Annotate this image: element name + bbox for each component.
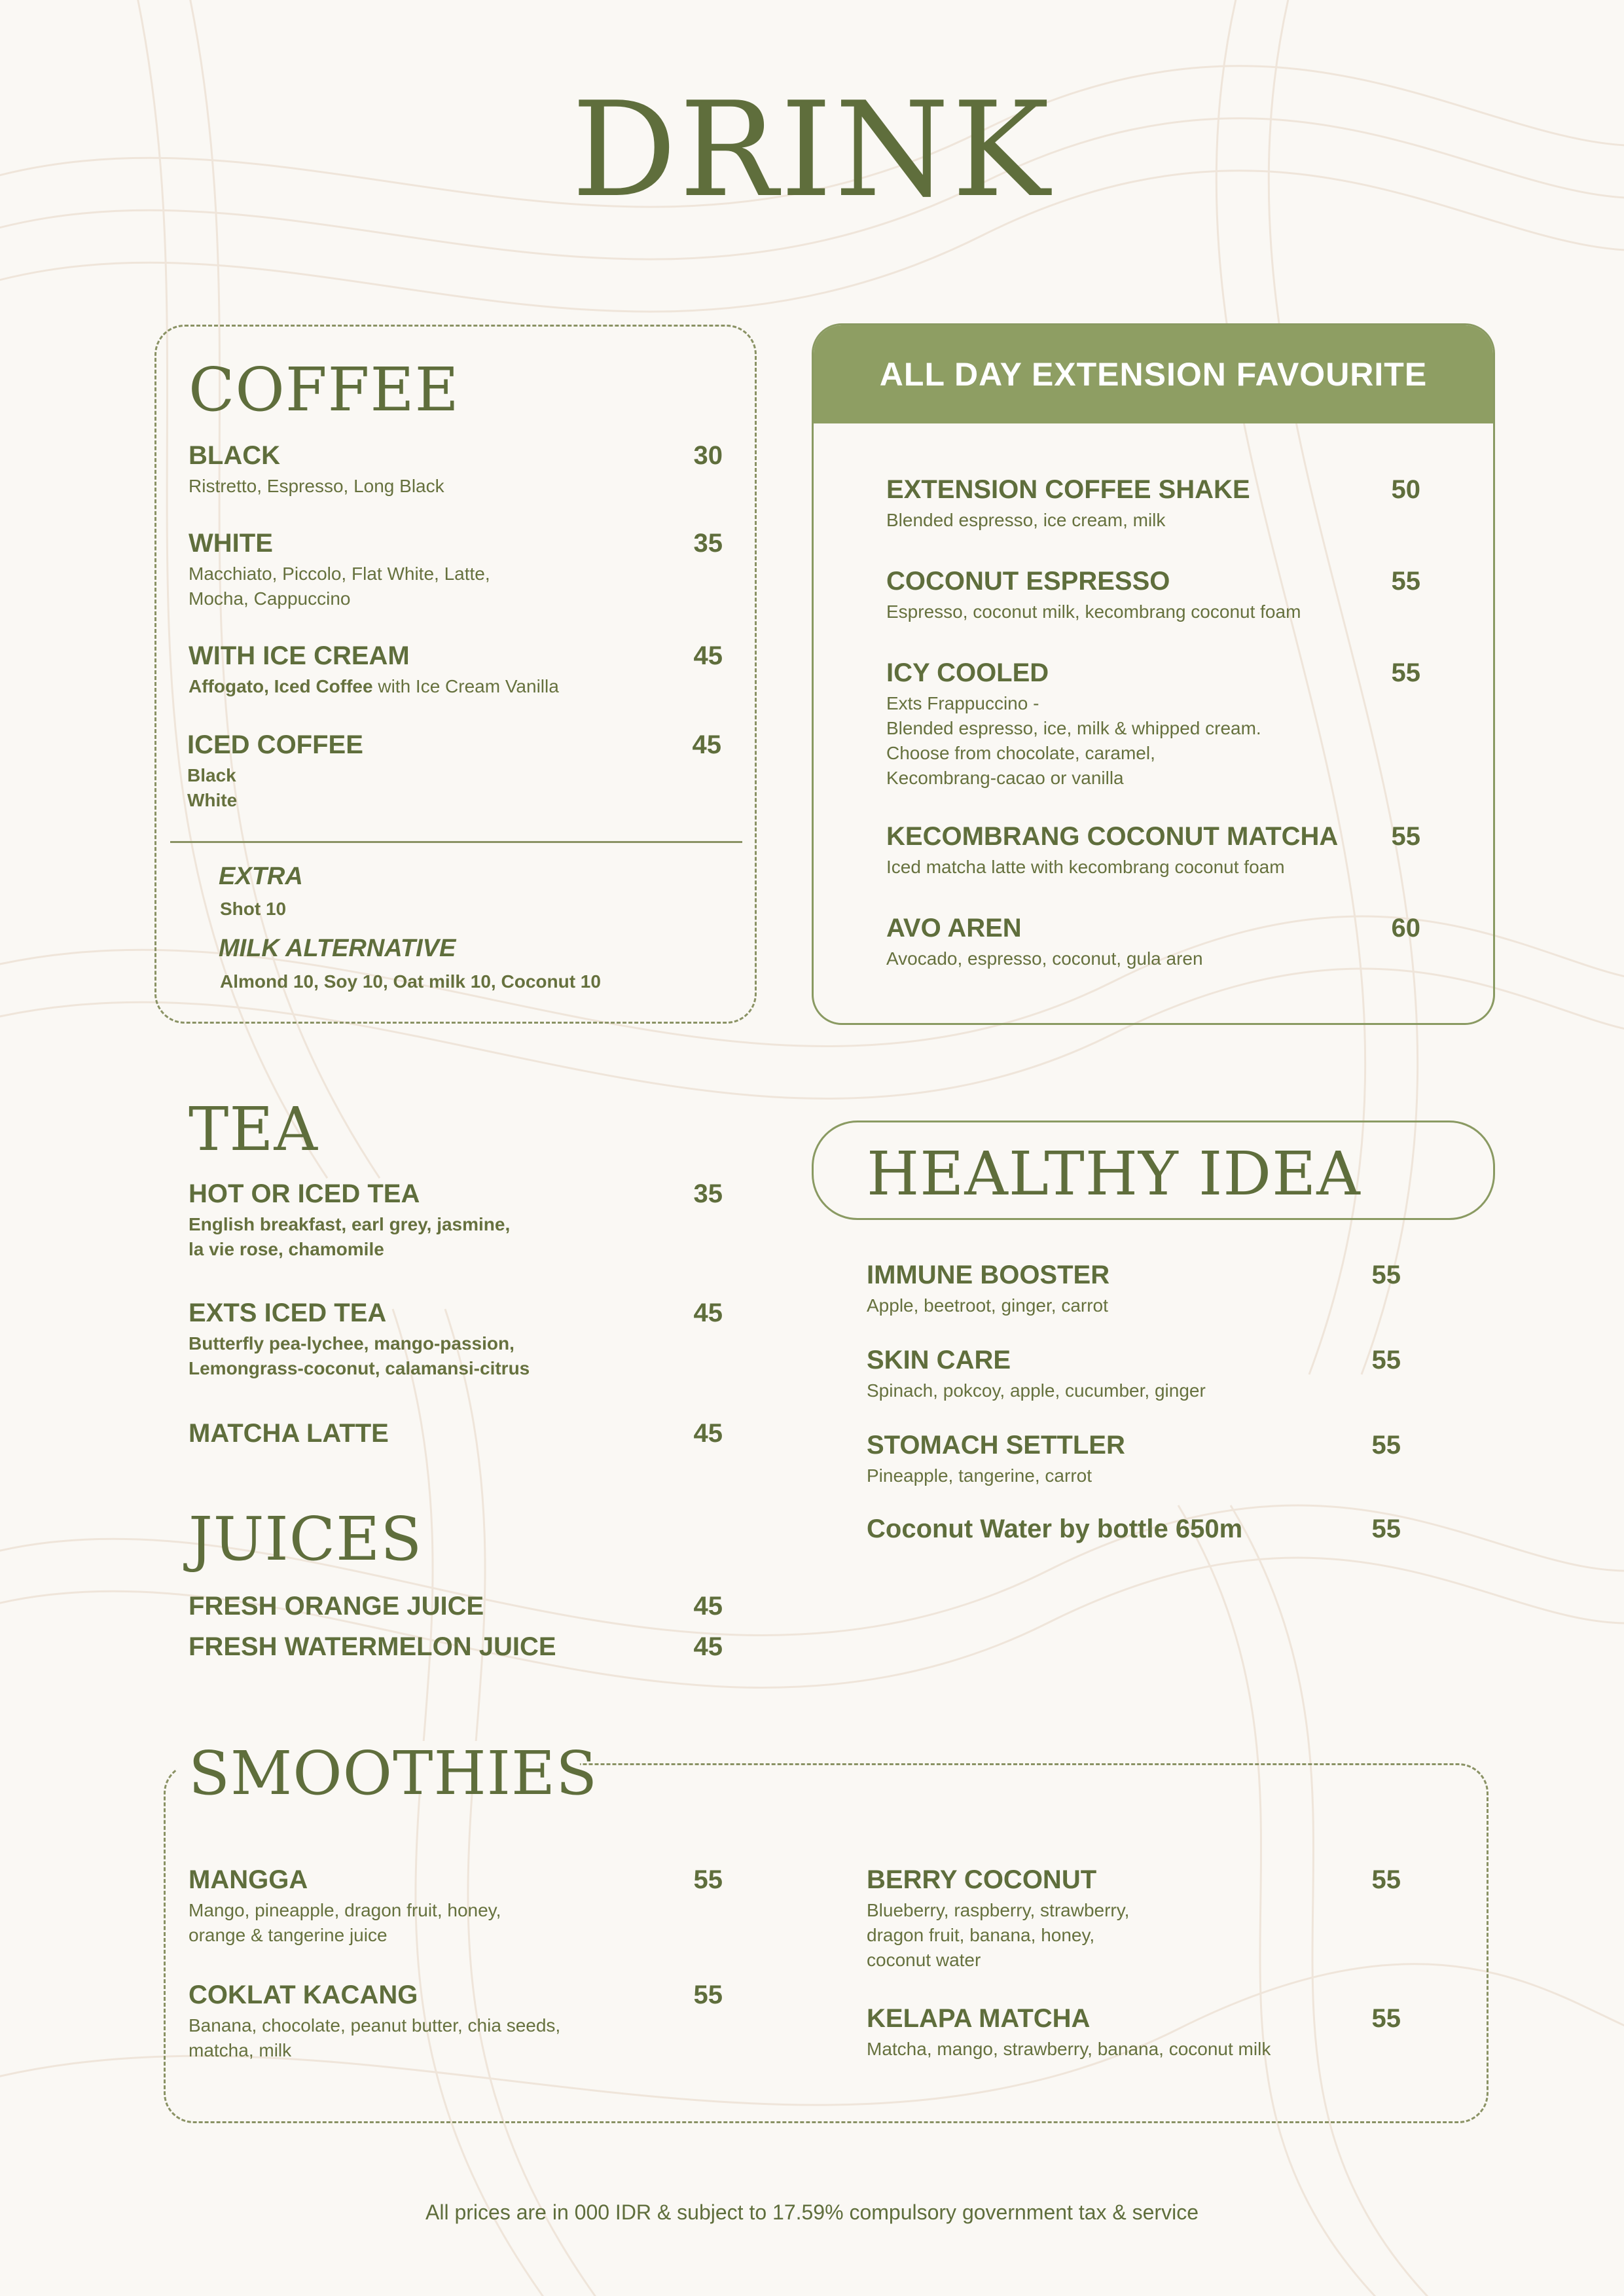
item-description: Avocado, espresso, coconut, gula aren <box>886 948 1203 969</box>
favourite-item <box>886 912 1410 971</box>
item-name: HOT OR ICED TEA <box>189 1179 420 1208</box>
item-description: Matcha, mango, strawberry, banana, coconut milk <box>867 2039 1271 2059</box>
item-description: English breakfast, earl grey, jasmine, la vie rose, chamomile <box>189 1214 511 1259</box>
item-description: Iced matcha latte with kecombrang coconut foam <box>886 857 1285 877</box>
item-description: Blueberry, raspberry, strawberry, dragon fruit, banana, honey, coconut water <box>867 1900 1130 1970</box>
coffee-item <box>189 440 725 499</box>
coffee-divider <box>170 841 742 843</box>
item-price: 55 <box>693 1981 723 2009</box>
item-price: 50 <box>1391 475 1420 504</box>
coffee-item <box>189 640 725 699</box>
tea-section-title: TEA <box>189 1094 318 1164</box>
item-price: 55 <box>1371 1515 1401 1543</box>
item-price: 45 <box>693 1299 723 1327</box>
item-description: Espresso, coconut milk, kecombrang coconut foam <box>886 601 1301 622</box>
item-name: BERRY COCONUT <box>867 1865 1097 1894</box>
item-name: WHITE <box>189 529 273 558</box>
favourite-item <box>886 657 1410 791</box>
item-price: 55 <box>1391 567 1420 596</box>
item-price: 45 <box>692 730 721 759</box>
item-description: Butterfly pea-lychee, mango-passion, Lemongrass-coconut, calamansi-citrus <box>189 1333 530 1378</box>
favourite-item <box>886 474 1410 533</box>
item-name: EXTS ICED TEA <box>189 1299 387 1327</box>
juice-item-name: FRESH ORANGE JUICE <box>189 1592 484 1621</box>
healthy-item-name: Coconut Water by bottle 650m <box>867 1515 1243 1543</box>
item-price: 55 <box>1391 822 1420 851</box>
item-price: 45 <box>693 641 723 670</box>
smoothie-item <box>867 2003 1390 2062</box>
item-name: COKLAT KACANG <box>189 1981 418 2009</box>
healthy-item <box>867 1429 1390 1488</box>
item-name: ICY COOLED <box>886 658 1049 687</box>
item-price: 55 <box>1371 1431 1401 1460</box>
item-description: Macchiato, Piccolo, Flat White, Latte, Mocha, Cappuccino <box>189 564 490 609</box>
item-price: 55 <box>1391 658 1420 687</box>
item-description: Ristretto, Espresso, Long Black <box>189 476 444 496</box>
healthy-item <box>867 1344 1390 1403</box>
item-name: AVO AREN <box>886 914 1022 942</box>
item-description-bold: Affogato, Iced Coffee <box>189 676 373 696</box>
item-price: 30 <box>693 441 723 470</box>
tea-item <box>189 1297 725 1381</box>
favourite-item <box>886 565 1410 624</box>
item-name: BLACK <box>189 441 280 470</box>
item-price: 55 <box>1371 1261 1401 1289</box>
healthy-section-title: HEALTHY IDEA <box>867 1139 1361 1209</box>
smoothie-item <box>867 1864 1390 1973</box>
milk-alternative-label: MILK ALTERNATIVE <box>219 935 456 962</box>
item-price: 35 <box>693 529 723 558</box>
item-price: 35 <box>693 1179 723 1208</box>
item-name: MANGGA <box>189 1865 308 1894</box>
item-name: WITH ICE CREAM <box>189 641 410 670</box>
item-name: COCONUT ESPRESSO <box>886 567 1170 596</box>
coffee-item <box>187 729 724 813</box>
item-name: SKIN CARE <box>867 1346 1011 1374</box>
item-price: 45 <box>693 1592 723 1621</box>
extra-label: EXTRA <box>219 863 303 890</box>
item-price: 55 <box>1371 1346 1401 1374</box>
page-title: DRINK <box>571 74 1053 226</box>
coffee-section-title: COFFEE <box>189 355 460 425</box>
item-name: KELAPA MATCHA <box>867 2004 1091 2033</box>
item-name: IMMUNE BOOSTER <box>867 1261 1110 1289</box>
extra-description: Shot 10 <box>220 899 287 919</box>
favourite-item <box>886 821 1410 880</box>
item-name: ICED COFFEE <box>187 730 363 759</box>
item-description-rest: with Ice Cream Vanilla <box>372 676 559 696</box>
smoothies-section-title: SMOOTHIES <box>189 1738 598 1808</box>
smoothie-item <box>189 1979 725 2063</box>
tea-item <box>189 1178 725 1262</box>
coffee-item <box>189 528 725 611</box>
item-name: STOMACH SETTLER <box>867 1431 1125 1460</box>
item-price: 60 <box>1391 914 1420 942</box>
price-disclaimer-footer: All prices are in 000 IDR & subject to 17.59% compulsory government tax & service <box>425 2200 1199 2224</box>
healthy-item <box>867 1259 1390 1318</box>
item-description: Spinach, pokcoy, apple, cucumber, ginger <box>867 1380 1206 1401</box>
milk-alternative-description: Almond 10, Soy 10, Oat milk 10, Coconut 10 <box>220 971 601 992</box>
item-description: Banana, chocolate, peanut butter, chia seeds, matcha, milk <box>189 2015 561 2060</box>
item-description: Apple, beetroot, ginger, carrot <box>867 1295 1108 1316</box>
item-description: Pineapple, tangerine, carrot <box>867 1465 1092 1486</box>
item-description: Exts Frappuccino - Blended espresso, ice, milk & whipped cream. Choose from chocolate, caramel, Kecombrang-cacao or vanilla <box>886 693 1261 788</box>
favourite-section-header: ALL DAY EXTENSION FAVOURITE <box>814 325 1493 423</box>
item-price: 55 <box>693 1865 723 1894</box>
item-price: 55 <box>1371 2004 1401 2033</box>
item-price: 45 <box>693 1632 723 1661</box>
item-description: Blended espresso, ice cream, milk <box>886 510 1166 530</box>
item-description <box>189 674 725 699</box>
juice-item-name: FRESH WATERMELON JUICE <box>189 1632 556 1661</box>
item-name: EXTENSION COFFEE SHAKE <box>886 475 1250 504</box>
item-price: 45 <box>693 1419 723 1448</box>
juices-section-title: JUICES <box>189 1504 423 1574</box>
smoothie-item <box>189 1864 725 1948</box>
item-price: 55 <box>1371 1865 1401 1894</box>
item-description: Black White <box>187 765 238 810</box>
tea-item-name: MATCHA LATTE <box>189 1419 389 1448</box>
item-description: Mango, pineapple, dragon fruit, honey, orange & tangerine juice <box>189 1900 501 1945</box>
item-name: KECOMBRANG COCONUT MATCHA <box>886 822 1339 851</box>
